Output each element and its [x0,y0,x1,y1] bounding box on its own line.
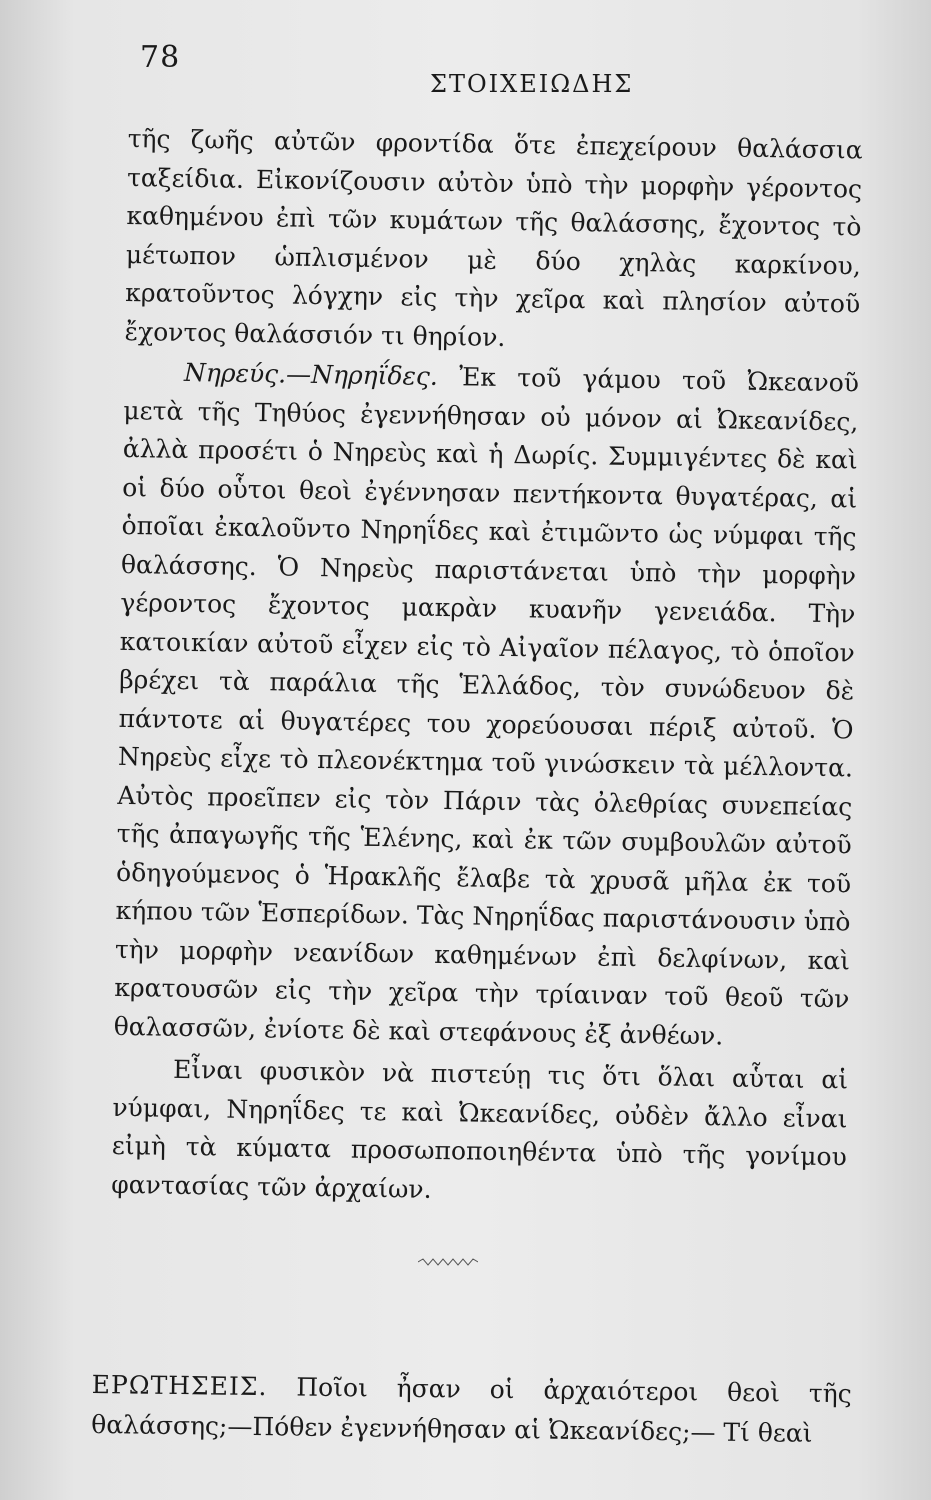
paragraph-2-text: Ἐκ τοῦ γάμου τοῦ Ὠκεανοῦ μετὰ τῆς Τηθύος ἐγεννήθησαν οὐ μόνον αἱ Ὠκεανίδες, ἀλλὰ προσέτι ὁ Νηρεὺς καὶ ἡ Δωρίς. Συμμιγέντες δὲ καὶ οἱ δύο οὗτοι θεοὶ ἐγέννησαν πεντήκοντα θυγατέρας, αἱ ὁποῖαι ἐκαλοῦντο Νηρηΐδες καὶ ἐτιμῶντο ὡς νύμφαι τῆς θαλάσσης. Ὁ Νηρεὺς παριστάνεται ὑπὸ τὴν μορφὴν γέροντος ἔχοντος μακρὰν κυανῆν γενειάδα. Τὴν κατοικίαν αὐτοῦ εἶχεν εἰς τὸ Αἰγαῖον πέλαγος, τὸ ὁποῖον βρέχει τὰ παράλια τῆς Ἑλλάδος, τὸν συνώδευον δὲ πάντοτε αἱ θυγατέρες του χορεύουσαι πέριξ αὐτοῦ. Ὁ Νηρεὺς εἶχε τὸ πλεονέκτημα τοῦ γινώσκειν τὰ μέλλοντα. Αὐτὸς προεῖπεν εἰς τὸν Πάριν τὰς ὀλεθρίας συνεπείας τῆς ἀπαγωγῆς τῆς Ἑλένης, καὶ ἐκ τῶν συμβουλῶν αὐτοῦ ὁδηγούμενος ὁ Ἡρακλῆς ἔλαβε τὰ χρυσᾶ μῆλα ἐκ τοῦ κήπου τῶν Ἑσπερίδων. Τὰς Νηρηΐδας παριστάνουσιν ὑπὸ τὴν μορφὴν νεανίδων καθημένων ἐπὶ δελφίνων, καὶ κρατουσῶν εἰς τὴν χεῖρα τὴν τρίαιναν τοῦ θεοῦ τῶν θαλασσῶν, ἐνίοτε δὲ καὶ στεφάνους ἐξ ἀνθέων. [113,362,860,1050]
page-number: 78 [140,40,181,75]
questions-label: ΕΡΩΤΗΣΕΙΣ. [91,1369,268,1402]
questions-text: Ποῖοι ἦσαν οἱ ἀρχαιότεροι θεοὶ τῆς θαλάσσης;—Πόθεν ἐγεννήθησαν αἱ Ὠκεανίδες;— Τί θεαὶ [91,1372,852,1448]
ornament-divider [418,1252,478,1271]
section-heading: Νηρεύς.—Νηρηΐδες. [183,357,439,391]
questions-section [91,1365,852,1454]
body-text [111,120,863,1215]
running-head: ΣΤΟΙΧΕΙΩΔΗΣ [430,70,634,98]
paragraph-3: Εἶναι φυσικὸν νὰ πιστεύῃ τις ὅτι ὅλαι αὗται αἱ νύμφαι, Νηρηΐδες τε καὶ Ὠκεανίδες, οὐδὲν ἄλλο εἶναι εἰμὴ τὰ κύματα προσωποποιηθέντα ὑπὸ τῆς γονίμου φαντασίας τῶν ἀρχαίων. [111,1054,849,1204]
paragraph-1: τῆς ζωῆς αὐτῶν φροντίδα ὅτε ἐπεχείρουν θαλάσσια ταξείδια. Εἰκονίζουσιν αὐτὸν ὑπὸ τὴν μορφὴν γέροντος καθημένου ἐπὶ τῶν κυμάτων τῆς θαλάσσης, ἔχοντος τὸ μέτωπον ὡπλισμένον μὲ δύο χηλὰς καρκίνου, κρατοῦντος λόγχην εἰς τὴν χεῖρα καὶ πλησίον αὐτοῦ ἔχοντος θαλάσσιόν τι θηρίον. [124,123,863,352]
paragraph-2 [113,353,859,1057]
